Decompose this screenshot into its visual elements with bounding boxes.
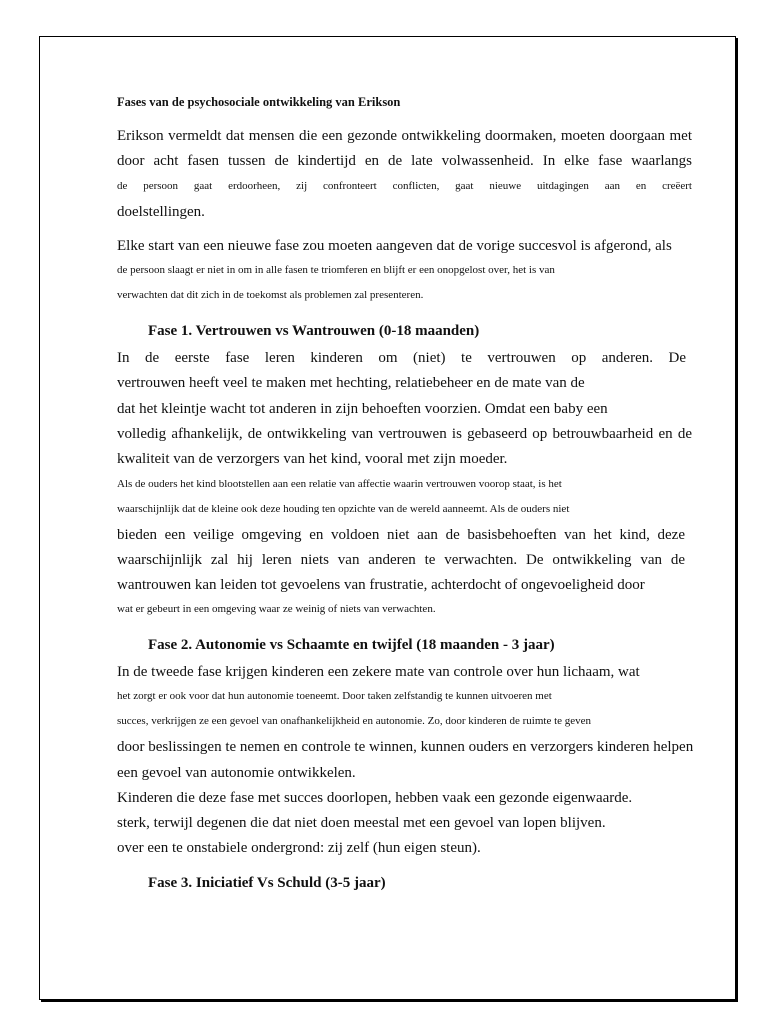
phase1-line-10: wantrouwen kan leiden tot gevoelens van frustratie, achterdocht of ongevoeligheid door (117, 577, 645, 593)
phase1-line-1: In de eerste fase leren kinderen om (niet) te vertrouwen op anderen. De (117, 350, 686, 366)
phase1-line-5: kwaliteit van de verzorgers van het kind, vooral met zijn moeder. (117, 451, 508, 467)
para2-line-3: verwachten dat dit zich in de toekomst als problemen zal presenteren. (117, 289, 424, 301)
phase2-line-2: het zorgt er ook voor dat hun autonomie toeneemt. Door taken zelfstandig te kunnen uitvoeren met (117, 690, 552, 702)
phase1-line-4: volledig afhankelijk, de ontwikkeling van vertrouwen is gebaseerd op betrouwbaarheid en de (117, 426, 692, 442)
intro-line-1: Erikson vermeldt dat mensen die een gezonde ontwikkeling doormaken, moeten doorgaan met (117, 128, 692, 144)
phase2-line-8: over een te onstabiele ondergrond: zij zelf (hun eigen steun). (117, 840, 481, 856)
phase1-line-7: waarschijnlijk dat de kleine ook deze houding ten opzichte van de wereld aanneemt. Als de ouders niet (117, 503, 570, 515)
document-title: Fases van de psychosociale ontwikkeling van Erikson (117, 95, 401, 109)
phase2-line-6: Kinderen die deze fase met succes doorlopen, hebben vaak een gezonde eigenwaarde. (117, 790, 633, 806)
phase3-heading-text: Fase 3. Iniciatief Vs Schuld (3-5 jaar) (148, 875, 386, 891)
phase2-heading-text: Fase 2. Autonomie vs Schaamte en twijfel (18 maanden - 3 jaar) (148, 637, 555, 653)
phase1-line-3: dat het kleintje wacht tot anderen in zijn behoeften voorzien. Omdat een baby een (117, 401, 608, 417)
para2-line-1: Elke start van een nieuwe fase zou moeten aangeven dat de vorige succesvol is afgerond, als (117, 238, 672, 254)
phase1-line-6: Als de ouders het kind blootstellen aan een relatie van affectie waarin vertrouwen voorop staat, is het (117, 478, 562, 490)
phase1-heading-text: Fase 1. Vertrouwen vs Wantrouwen (0-18 maanden) (148, 323, 480, 339)
phase1-heading (142, 323, 479, 340)
phase2-heading (142, 637, 555, 654)
phase1-line-2: vertrouwen heeft veel te maken met hechting, relatiebeheer en de mate van de (117, 375, 585, 391)
phase1-line-8: bieden een veilige omgeving en voldoen niet aan de basisbehoeften van het kind, deze (117, 527, 685, 543)
intro-line-4: doelstellingen. (117, 204, 205, 220)
phase2-line-3: succes, verkrijgen ze een gevoel van onafhankelijkheid en autonomie. Zo, door kinderen de ruimte te geven (117, 715, 592, 727)
phase2-line-7: sterk, terwijl degenen die dat niet doen meestal met een gevoel van lopen blijven. (117, 815, 606, 831)
phase2-line-5: een gevoel van autonomie ontwikkelen. (117, 765, 356, 781)
intro-line-3: de persoon gaat erdoorheen, zij confronteert conflicten, gaat nieuwe uitdagingen aan en creëert (117, 180, 692, 192)
phase1-line-11: wat er gebeurt in een omgeving waar ze weinig of niets van verwachten. (117, 603, 436, 615)
intro-line-2: door acht fasen tussen de kindertijd en de late volwassenheid. In elke fase waarlangs (117, 153, 692, 169)
phase1-line-9: waarschijnlijk zal hij leren niets van anderen te verwachten. De ontwikkeling van de (117, 552, 685, 568)
phase2-line-4: door beslissingen te nemen en controle te winnen, kunnen ouders en verzorgers kinderen helpen (117, 739, 694, 755)
phase3-heading (142, 875, 386, 892)
para2-line-2: de persoon slaagt er niet in om in alle fasen te triomferen en blijft er een onopgelost over, het is van (117, 264, 555, 276)
phase2-line-1: In de tweede fase krijgen kinderen een zekere mate van controle over hun lichaam, wat (117, 664, 640, 680)
